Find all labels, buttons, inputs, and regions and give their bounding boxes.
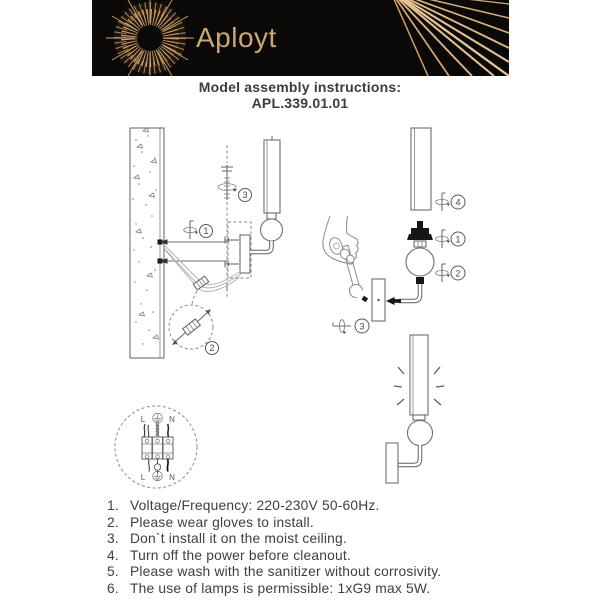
item-text: The use of lamps is permissible: 1xG9 max 5W. <box>130 580 431 596</box>
insert-arrow-icon <box>386 297 401 305</box>
brand-name: Aployt <box>196 22 277 53</box>
svg-text:3: 3 <box>242 190 248 201</box>
svg-text:L: L <box>140 415 146 424</box>
terminal-block <box>142 437 173 459</box>
lamp-tube <box>264 140 280 213</box>
svg-text:1: 1 <box>203 226 209 237</box>
item-number: 1. <box>107 498 119 513</box>
lamp-sphere <box>406 248 434 276</box>
svg-text:L: L <box>140 473 146 482</box>
fixing-arrows <box>158 239 229 263</box>
model-code: APL.339.01.01 <box>251 95 349 111</box>
rotation-arrow-icon <box>333 320 351 335</box>
mounting-screw-icon <box>218 145 237 200</box>
svg-text:N: N <box>169 473 175 482</box>
connector-detail-callout <box>169 305 219 355</box>
lamp-tube <box>411 128 431 210</box>
item-number: 2. <box>107 514 119 530</box>
wall-bracket <box>386 443 398 483</box>
item-number: 3. <box>107 531 119 547</box>
lamp-socket <box>407 221 433 247</box>
list-item <box>0 498 600 515</box>
item-text: Don`t install it on the moist ceiling. <box>130 531 347 547</box>
lamp-sphere <box>261 219 283 241</box>
item-text: Voltage/Frequency: 220-230V 50-60Hz. <box>130 498 380 513</box>
item-number: 4. <box>107 547 119 563</box>
item-text: Please wear gloves to install. <box>130 514 314 530</box>
instructions-list <box>0 498 600 598</box>
rotation-arrow-icon <box>436 264 451 282</box>
arm-assembly-diagram <box>323 128 465 334</box>
page-title: Model assembly instructions: <box>198 79 402 95</box>
svg-text:1: 1 <box>455 234 461 245</box>
rotation-arrow-icon <box>436 193 451 211</box>
list-item <box>0 564 600 581</box>
item-text: Please wash with the sanitizer without corrosivity. <box>130 564 442 580</box>
earth-symbol-icon <box>153 413 163 423</box>
list-item <box>0 548 600 565</box>
item-number: 5. <box>107 564 119 580</box>
assembled-lamp-diagram <box>386 335 444 483</box>
item-text: Turn off the power before cleanout. <box>130 547 351 563</box>
svg-text:2: 2 <box>209 343 215 354</box>
rotation-arrow-icon <box>184 221 199 239</box>
wall-bracket <box>240 235 250 273</box>
wiring-connection-detail <box>115 406 197 488</box>
lamp-arm <box>399 284 420 301</box>
list-item <box>0 581 600 598</box>
item-number: 6. <box>107 580 119 596</box>
list-item <box>0 531 600 548</box>
svg-text:3: 3 <box>359 321 365 332</box>
lamp-sphere <box>408 421 433 446</box>
list-item <box>0 515 600 532</box>
wall-mounting-diagram <box>130 128 283 358</box>
lamp-arm <box>398 445 420 465</box>
svg-text:2: 2 <box>455 268 461 279</box>
svg-text:4: 4 <box>455 197 461 208</box>
svg-text:N: N <box>169 415 175 424</box>
rotation-arrow-icon <box>436 230 451 248</box>
